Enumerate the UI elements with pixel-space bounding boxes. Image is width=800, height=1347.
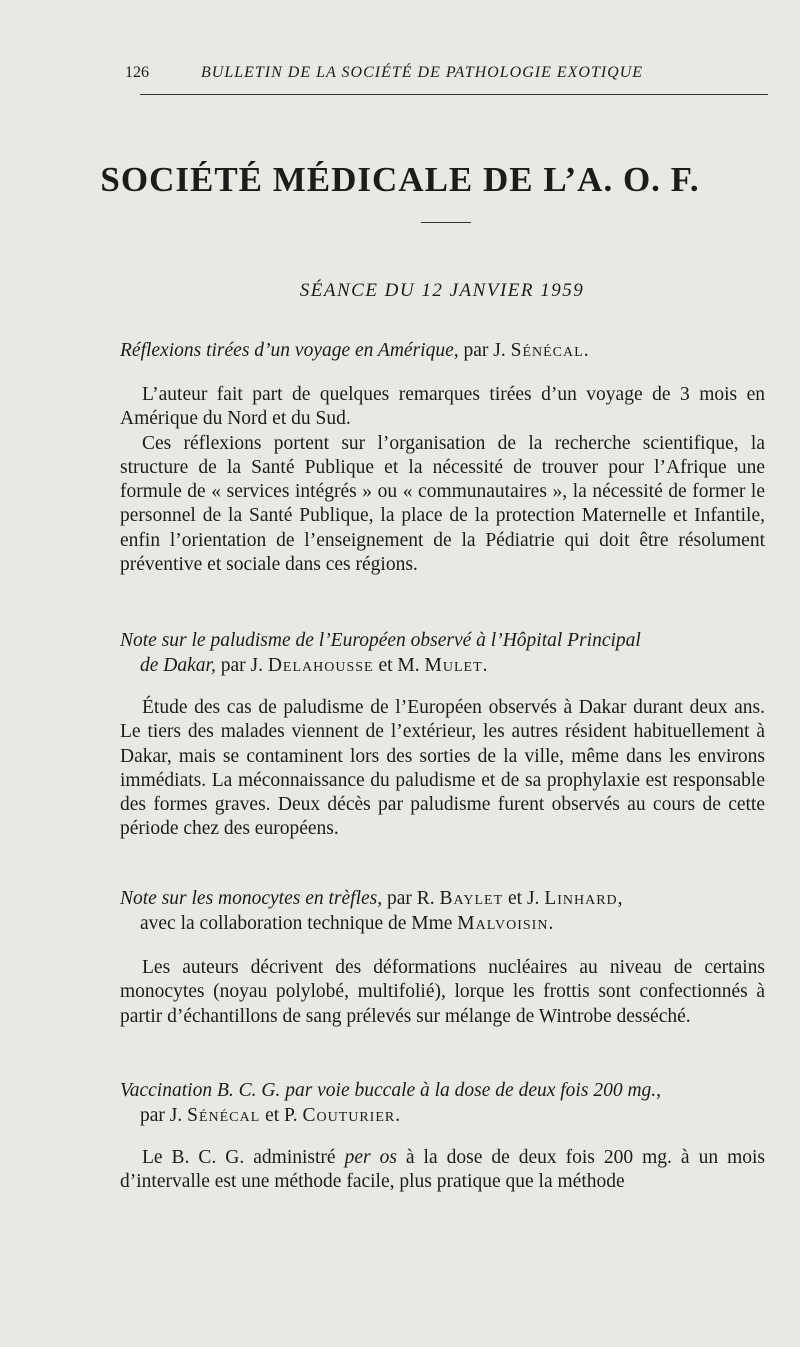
section-title: SOCIÉTÉ MÉDICALE DE L’A. O. F. [100, 160, 700, 199]
author: Linhard [544, 888, 618, 909]
paragraph-text: Le B. C. G. administré [142, 1147, 345, 1168]
paragraph: L’auteur fait part de quelques remarques tirées d’un voyage de 3 mois en Amérique du Nord et du Sud. [120, 384, 765, 430]
running-title: BULLETIN DE LA SOCIÉTÉ DE PATHOLOGIE EXOTIQUE [201, 64, 644, 81]
paragraph: Ces réflexions portent sur l’organisation de la recherche scientifique, la structure de la Santé Publique et la nécessité de trouver pour l’Afrique une formule de « services intégrés » ou « communautaires », la nécessité de former le personnel de la Santé Publique, la place de la protection Maternelle et Infantile, enfin l’orientation de l’enseignement de la Pédiatrie qui doit être résolument préventive et sociale dans ces régions. [120, 432, 765, 576]
author: Couturier [302, 1105, 396, 1126]
entry-title-text: et M. [373, 655, 425, 676]
paragraph-italic: per os [344, 1147, 397, 1168]
paragraph: Étude des cas de paludisme de l’Européen observés à Dakar durant deux ans. Le tiers des malades viennent de l’extérieur, les autres résident habituellement à Dakar, mais se contaminent lors des sorties de la ville, même dans les environs immédiats. La méconnaissance du paludisme et de sa prophylaxie est responsable des formes graves. Deux décès par paludisme furent observés au cours de cette période chez des européens. [120, 697, 765, 840]
entry-title-end: . [482, 655, 488, 676]
paragraph: Les auteurs décrivent des déformations nucléaires au niveau de certains monocytes (noyau polylobé, multifolié), lorque les frottis sont confectionnés à partir d’échantillons de sang prélevés sur mélange de Wintrobe desséché. [120, 957, 765, 1027]
entry-title [120, 628, 765, 678]
entry-title-text: par J. [140, 1105, 188, 1126]
author: Malvoisin [457, 913, 549, 934]
entry-body [120, 956, 765, 1029]
author: Sénécal [510, 340, 584, 361]
entry-title-text: et J. [503, 888, 545, 909]
author: Baylet [439, 888, 504, 909]
author: Delahousse [267, 655, 374, 676]
entry-body [120, 696, 765, 842]
entry-title [120, 1078, 765, 1128]
entry-title-text: avec la collaboration technique de Mme [140, 913, 458, 934]
entry-body [120, 383, 765, 577]
entry-title-end: . [395, 1105, 401, 1126]
entry-body [120, 1146, 765, 1195]
entry-title-italic: de Dakar, [140, 655, 216, 676]
entry-title-text: par J. [458, 340, 511, 361]
entry-title-italic: Note sur le paludisme de l’Européen observé à l’Hôpital Principal [120, 630, 641, 651]
session-heading: SÉANCE DU 12 JANVIER 1959 [299, 280, 585, 301]
entry-title-end: . [548, 913, 554, 934]
paragraph [120, 1146, 765, 1195]
paragraph-text: à la dose de deux fois 200 mg. à un mois d’intervalle est une méthode facile, plus pratique que la méthode [120, 1147, 765, 1193]
page-number: 126 [125, 64, 149, 81]
entry-title-italic: Vaccination B. C. G. par voie buccale à la dose de deux fois 200 mg., [120, 1080, 662, 1101]
entry-title-end: . [583, 340, 589, 361]
entry-title-text: par J. [215, 655, 268, 676]
entry-title [120, 338, 765, 363]
running-header [125, 64, 765, 88]
entry-title-italic: Note sur les monocytes en trèfles, [120, 888, 383, 909]
entry-title-text: par R. [382, 888, 440, 909]
entry-title-italic: Réflexions tirées d’un voyage en Amérique, [120, 340, 459, 361]
title-divider [421, 222, 471, 223]
author: Sénécal [187, 1105, 261, 1126]
entry-title: Note sur les monocytes en trèfles, par R. Baylet et J. Linhard, avec la collaboration technique de Mme Malvoisin. [120, 888, 623, 934]
author: Mulet [424, 655, 483, 676]
header-rule [140, 94, 768, 95]
entry-title-text: et P. [260, 1105, 303, 1126]
